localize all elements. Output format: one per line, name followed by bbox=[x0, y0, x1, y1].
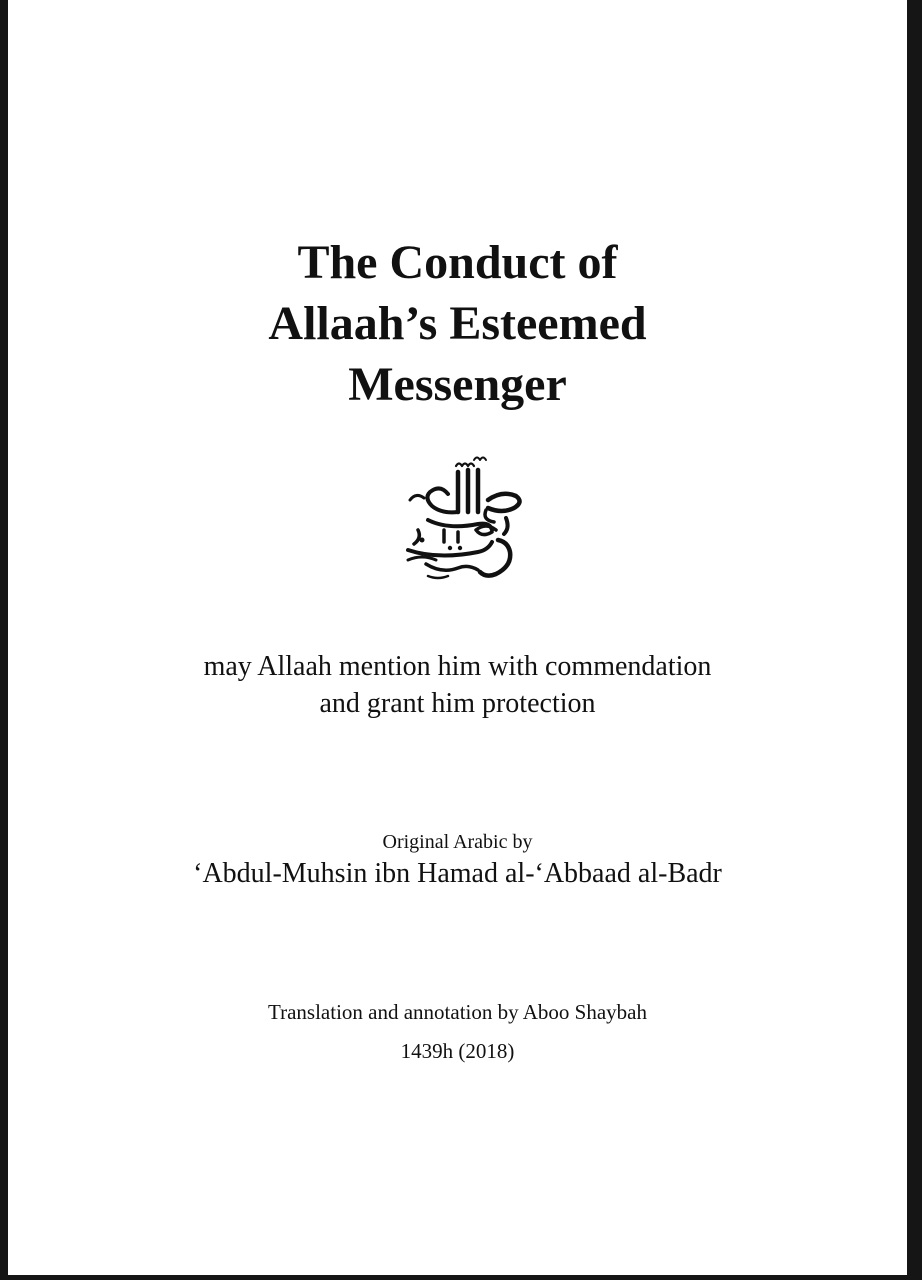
author-name: ‘Abdul-Muhsin ibn Hamad al-‘Abbaad al-Badr bbox=[193, 858, 722, 889]
title-line-1: The Conduct of bbox=[297, 236, 618, 289]
publication-year: 1439h (2018) bbox=[400, 1039, 515, 1063]
translation-credit: Translation and annotation by Aboo Shaybah bbox=[268, 1000, 647, 1024]
honorific-line-2: and grant him protection bbox=[319, 688, 596, 719]
title-line-2: Allaah’s Esteemed bbox=[268, 297, 647, 350]
book-title bbox=[8, 232, 907, 415]
document-page bbox=[8, 0, 907, 1275]
salawat-calligraphy-icon bbox=[388, 452, 538, 592]
title-line-3: Messenger bbox=[348, 358, 567, 411]
original-arabic-label: Original Arabic by bbox=[382, 831, 533, 853]
honorific-line-1: may Allaah mention him with commendation bbox=[203, 651, 712, 682]
honorific-phrase bbox=[8, 648, 907, 722]
